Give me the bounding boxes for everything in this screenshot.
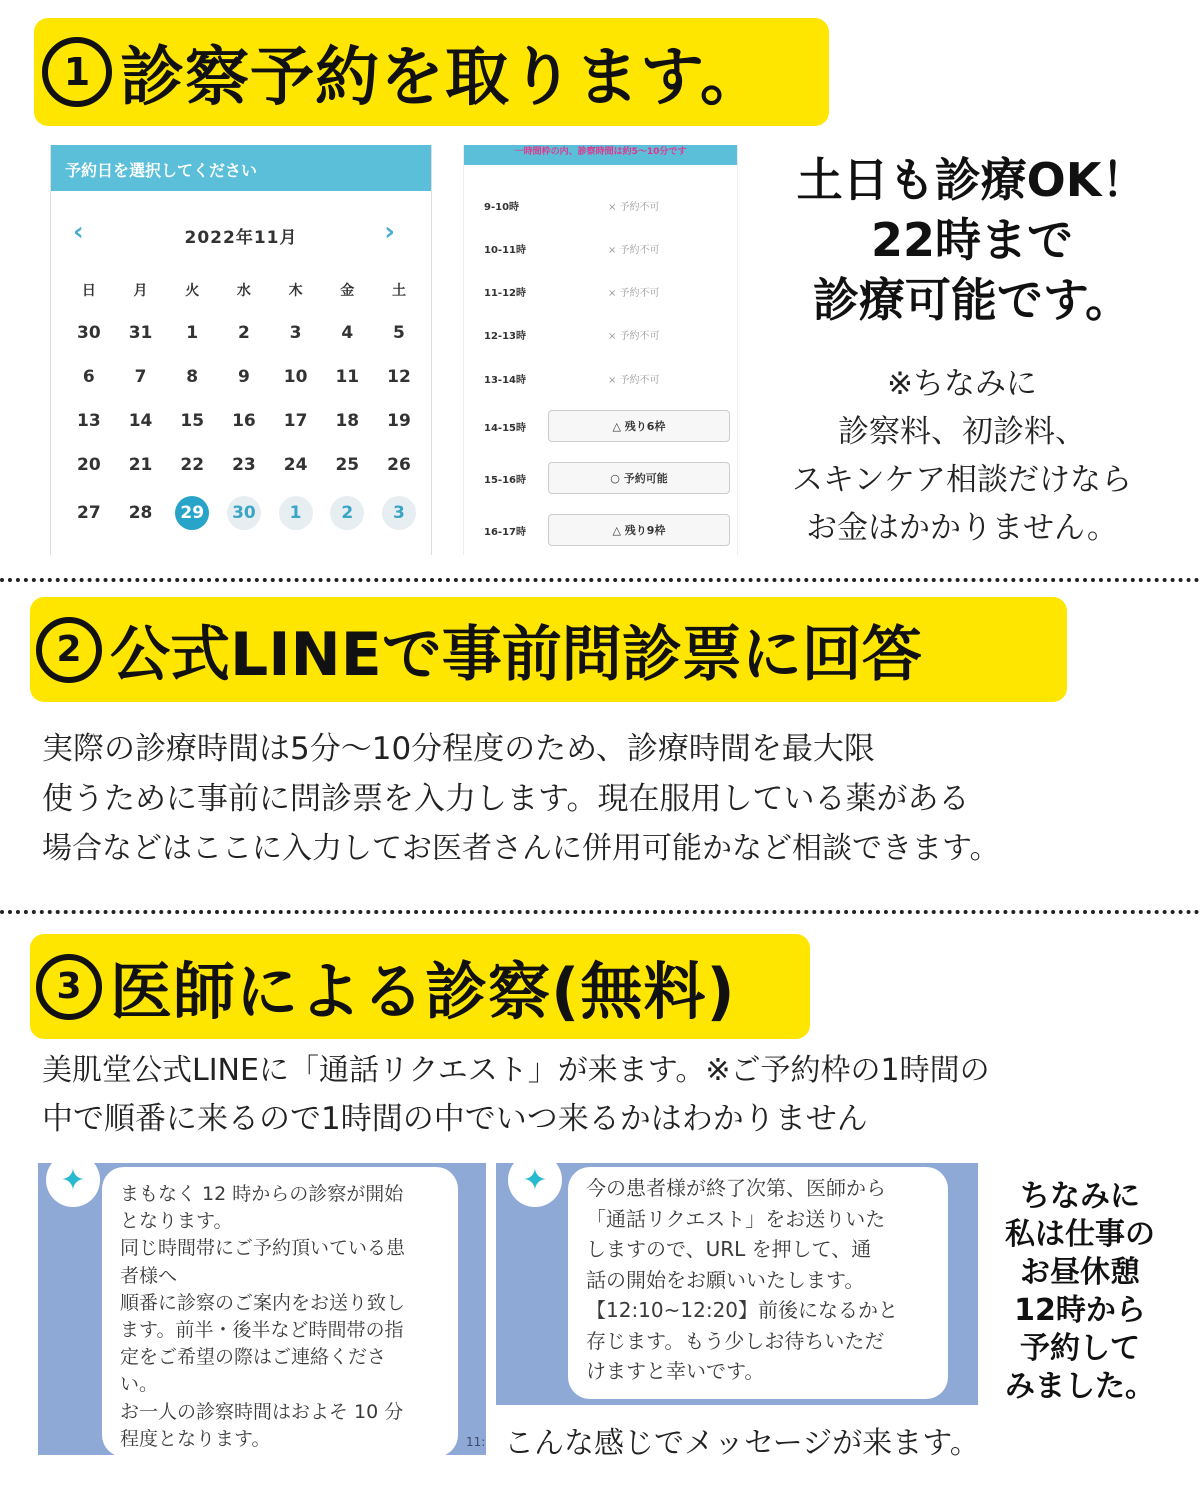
fee-note	[762, 360, 1162, 552]
step3-number: 3	[36, 954, 102, 1020]
hero-line: 22時まで	[870, 213, 1073, 267]
time-slot-row	[464, 361, 739, 395]
calendar-day: 3	[289, 323, 302, 343]
slot-book-button[interactable]: ○ 予約可能	[548, 462, 730, 494]
slot-book-button[interactable]: △ 残り9枠	[548, 514, 730, 546]
message-line: 順番に診察のご案内をお送り致し	[120, 1291, 406, 1314]
weekday-label: 月	[133, 283, 148, 299]
chat-caption: こんな感じでメッセージが来ます。	[504, 1426, 980, 1461]
calendar-day: 25	[335, 455, 360, 475]
calendar-day: 31	[128, 323, 153, 343]
calendar-day: 9	[237, 367, 250, 387]
calendar-day: 14	[128, 411, 153, 431]
message-line: 存じます。もう少しお待ちいただ	[586, 1328, 885, 1353]
chat-message-bubble	[102, 1167, 458, 1455]
calendar-day-selected[interactable]: 29	[175, 496, 209, 530]
message-line: い。	[120, 1373, 159, 1396]
side-note-line: 12時から	[1014, 1293, 1146, 1328]
calendar-day: 27	[77, 503, 101, 523]
time-slot-row	[464, 409, 739, 443]
step2-number: 2	[36, 617, 102, 683]
calendar-day: 5	[393, 323, 405, 343]
calendar-day: 21	[128, 455, 153, 475]
side-note-line: お昼休憩	[1020, 1255, 1140, 1290]
step2-banner	[30, 597, 1067, 702]
hero-line: 診療可能です。	[812, 273, 1132, 327]
side-note-line: 私は仕事の	[1005, 1217, 1155, 1252]
step2-body-line: 実際の診療時間は5分～10分程度のため、診療時間を最大限	[42, 731, 875, 767]
message-line: しますので、URL を押して、通	[586, 1237, 872, 1261]
slot-time: 14-15時	[484, 422, 526, 434]
message-line: 今の患者様が終了次第、医師から	[586, 1176, 886, 1200]
message-line: けますと幸いです。	[586, 1359, 765, 1383]
calendar-week-row	[63, 311, 425, 355]
message-line: ます。前半・後半など時間帯の指	[120, 1319, 404, 1342]
calendar-header: 予約日を選択してください	[51, 145, 431, 191]
time-slot-list	[463, 145, 738, 555]
side-note-line: 予約して	[1020, 1331, 1140, 1366]
calendar-day: 8	[186, 367, 199, 387]
message-line: 者様へ	[120, 1264, 178, 1287]
step1-number: 1	[42, 37, 112, 107]
slot-unavailable: × 予約不可	[608, 287, 660, 299]
calendar-day-available[interactable]: 2	[330, 496, 364, 530]
slot-time: 13-14時	[484, 374, 526, 386]
time-slot-row	[464, 317, 739, 351]
slot-unavailable: × 予約不可	[608, 201, 660, 213]
side-note-line: ちなみに	[1020, 1179, 1140, 1214]
note-line: 診察料、初診料、	[838, 414, 1086, 450]
weekday-label: 火	[185, 283, 200, 299]
time-slot-row	[464, 188, 739, 222]
calendar-day-available[interactable]: 1	[279, 496, 313, 530]
calendar-day: 20	[77, 455, 101, 475]
slot-time: 10-11時	[484, 244, 526, 256]
step2-body-line: 場合などはここに入力してお医者さんに併用可能かなど相談できます。	[42, 831, 1000, 866]
calendar-grid	[63, 275, 425, 539]
time-slot-row	[464, 461, 739, 495]
calendar-weekday-row	[63, 275, 425, 305]
note-line: お金はかかりません。	[806, 510, 1118, 546]
section-divider	[0, 578, 1200, 582]
date-picker-calendar	[50, 145, 432, 555]
calendar-day: 15	[180, 411, 205, 431]
time-slot-row	[464, 513, 739, 547]
message-line: 同じ時間帯にご予約頂いている患	[120, 1237, 406, 1260]
calendar-day: 11	[335, 367, 360, 387]
calendar-month-label: 2022年11月	[184, 228, 298, 248]
calendar-day: 1	[186, 323, 199, 343]
weekday-label: 木	[288, 283, 303, 299]
slot-time: 16-17時	[484, 526, 526, 538]
step1-title: 診察予約を取ります。	[120, 41, 765, 115]
calendar-week-row	[63, 399, 425, 443]
calendar-day: 16	[232, 411, 256, 431]
chat-message-bubble	[568, 1167, 948, 1399]
calendar-week-row	[63, 487, 425, 539]
time-slot-row	[464, 231, 739, 265]
weekday-label: 日	[81, 283, 96, 299]
section-divider	[0, 910, 1200, 914]
chat-screenshot-1	[38, 1163, 486, 1455]
calendar-day-available[interactable]: 3	[382, 496, 416, 530]
calendar-day: 28	[128, 503, 153, 523]
message-line: 【12:10~12:20】前後になるかと	[586, 1298, 899, 1322]
step3-body-line: 中で順番に来るので1時間の中でいつ来るかはわかりません	[42, 1101, 868, 1137]
weekday-label: 水	[236, 283, 251, 299]
calendar-day: 12	[387, 367, 411, 387]
calendar-day: 22	[180, 455, 205, 475]
message-line: お一人の診察時間はおよそ 10 分	[120, 1400, 404, 1423]
calendar-week-row	[63, 355, 425, 399]
slot-book-button[interactable]: △ 残り6枠	[548, 410, 730, 442]
hero-copy	[752, 150, 1192, 330]
note-line: ※ちなみに	[887, 366, 1037, 402]
calendar-day: 17	[283, 411, 308, 431]
note-line: スキンケア相談だけなら	[791, 462, 1133, 498]
slot-unavailable: × 予約不可	[608, 330, 660, 342]
message-line: まもなく 12 時からの診察が開始	[120, 1183, 404, 1205]
weekday-label: 土	[391, 283, 406, 299]
chevron-left-icon[interactable]: ‹	[73, 217, 84, 247]
calendar-day: 6	[82, 367, 95, 387]
slot-unavailable: × 予約不可	[608, 374, 660, 386]
side-note-line: みました。	[1005, 1369, 1155, 1404]
calendar-day: 18	[335, 411, 360, 431]
step2-title: 公式LINEで事前問診票に回答	[110, 619, 922, 690]
sparkle-avatar-icon: ✦	[508, 1163, 562, 1207]
calendar-day: 13	[77, 411, 101, 431]
message-line: 程度となります。	[120, 1427, 271, 1450]
calendar-day: 30	[77, 323, 101, 343]
step2-body-line: 使うために事前に問診票を入力します。現在服用している薬がある	[42, 781, 970, 817]
slot-time: 11-12時	[484, 287, 526, 299]
message-timestamp: 11:	[466, 1435, 486, 1449]
step1-banner	[34, 18, 829, 126]
hero-line: 土日も診療OK！	[796, 153, 1148, 207]
sparkle-avatar-icon: ✦	[46, 1163, 100, 1207]
calendar-day: 26	[387, 455, 411, 475]
message-line: 「通話リクエスト」をお送りいた	[586, 1206, 886, 1231]
weekday-label: 金	[340, 283, 355, 299]
calendar-day: 23	[232, 455, 256, 475]
side-note	[996, 1178, 1164, 1406]
chevron-right-icon[interactable]: ›	[384, 217, 395, 247]
slot-time: 9-10時	[484, 201, 520, 213]
message-line: となります。	[120, 1210, 233, 1233]
time-slot-row	[464, 274, 739, 308]
message-line: 話の開始をお願いいたします。	[586, 1267, 865, 1292]
calendar-day: 7	[134, 367, 147, 387]
slot-time: 12-13時	[484, 330, 526, 342]
step3-banner	[30, 934, 810, 1039]
message-line: 定をご希望の際はご連絡くださ	[120, 1346, 387, 1369]
calendar-day: 24	[283, 455, 308, 475]
calendar-day: 4	[341, 323, 354, 343]
slot-duration-note: 一時間枠の内、診察時間は約5～10分です	[464, 145, 737, 165]
calendar-day: 10	[283, 367, 308, 387]
chat-screenshot-2	[496, 1163, 978, 1405]
slot-time: 15-16時	[484, 474, 526, 486]
calendar-day: 19	[387, 411, 411, 431]
calendar-day-available[interactable]: 30	[227, 496, 261, 530]
calendar-week-row	[63, 443, 425, 487]
slot-unavailable: × 予約不可	[608, 244, 660, 256]
step3-body-line: 美肌堂公式LINEに「通話リクエスト」が来ます。※ご予約枠の1時間の	[42, 1053, 990, 1088]
calendar-day: 2	[237, 323, 250, 343]
step3-title: 医師による診察(無料)	[110, 955, 736, 1028]
